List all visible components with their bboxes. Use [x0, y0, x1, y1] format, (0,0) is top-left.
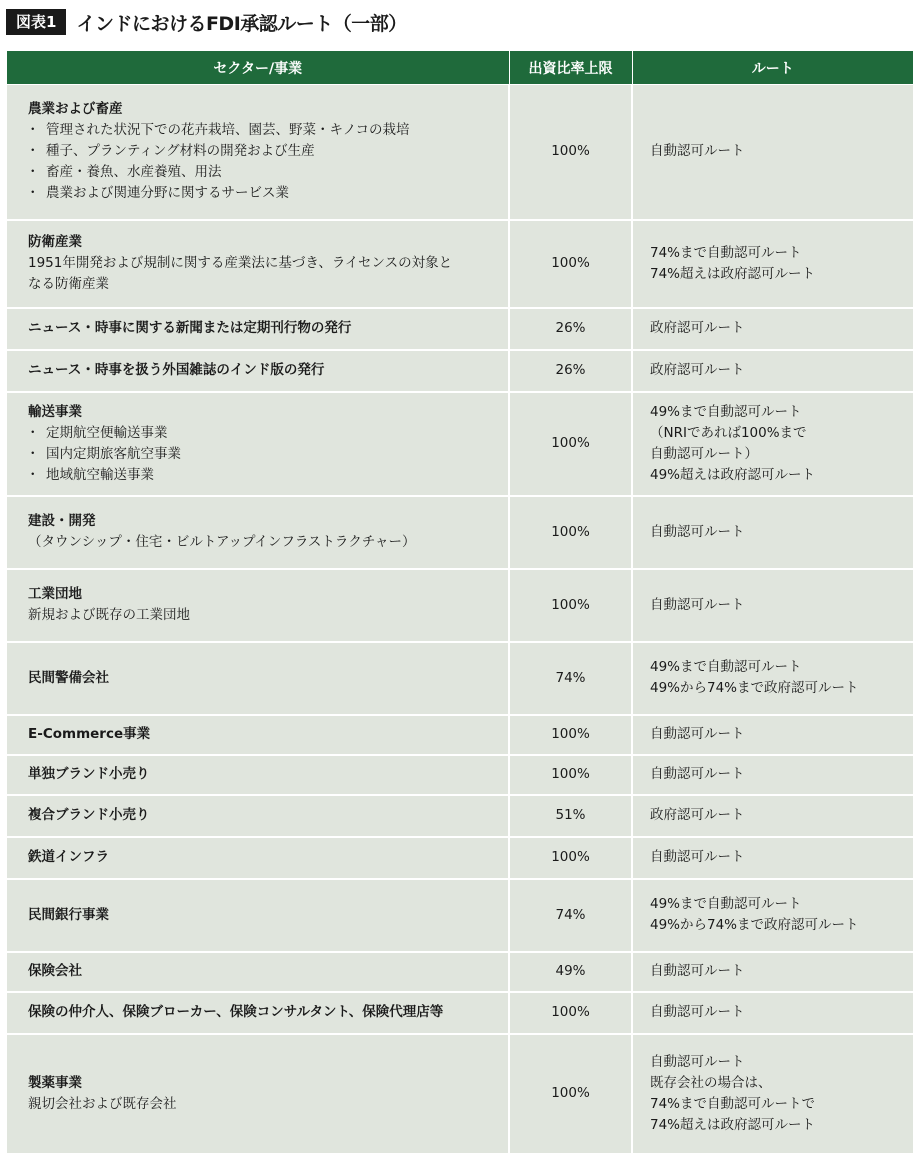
cell-sector — [7, 992, 509, 1034]
route-line: 自動認可ルート — [650, 523, 745, 540]
sector-name: ニュース・時事を扱う外国雑誌のインド版の発行 — [28, 362, 325, 378]
sector-subitem: ・ 農業および関連分野に関するサービス業 — [28, 183, 500, 204]
cell-route — [632, 350, 913, 392]
cell-sector — [7, 795, 509, 837]
cell-route — [632, 755, 913, 795]
route-line: 自動認可ルート — [650, 726, 745, 742]
cell-sector — [7, 755, 509, 795]
cell-route — [632, 1034, 913, 1154]
route-line: 49%まで自動認可ルート — [650, 403, 802, 420]
cell-route — [632, 992, 913, 1034]
cell-sector — [7, 496, 509, 569]
table-row — [7, 350, 913, 392]
route-line: 74%まで自動認可ルートで — [650, 1095, 816, 1112]
cell-route — [632, 496, 913, 569]
cell-route — [632, 879, 913, 952]
route-line: 自動認可ルート — [650, 1053, 745, 1070]
sector-subitem: ・ 定期航空便輸送事業 — [28, 423, 500, 444]
sector-description: なる防衛産業 — [28, 276, 109, 292]
route-line: 既存会社の場合は、 — [650, 1074, 772, 1091]
cell-route — [632, 642, 913, 715]
cell-route — [632, 952, 913, 992]
cell-sector — [7, 220, 509, 308]
cell-ownership-limit: 100% — [509, 837, 632, 879]
cell-route — [632, 392, 913, 496]
cell-ownership-limit: 100% — [509, 496, 632, 569]
route-line: 自動認可ルート — [650, 849, 745, 865]
cell-sector — [7, 952, 509, 992]
cell-ownership-limit: 51% — [509, 795, 632, 837]
route-line: 49%まで自動認可ルート — [650, 659, 802, 675]
cell-ownership-limit: 100% — [509, 220, 632, 308]
route-line: 政府認可ルート — [650, 807, 745, 823]
cell-sector — [7, 350, 509, 392]
route-line: 49%超えは政府認可ルート — [650, 466, 816, 483]
sector-subitem: ・ 種子、プランティング材料の開発および生産 — [28, 141, 500, 162]
cell-route — [632, 715, 913, 755]
sector-name: 建設・開発 — [28, 513, 96, 529]
fdi-route-table — [7, 51, 913, 1155]
sector-name: 製薬事業 — [28, 1074, 82, 1091]
figure-label: 図表1 — [6, 9, 66, 35]
table-row — [7, 1034, 913, 1154]
table-row — [7, 879, 913, 952]
route-line: 政府認可ルート — [650, 362, 745, 378]
sector-name: 保険会社 — [28, 963, 82, 979]
cell-route — [632, 569, 913, 642]
header-route: ルート — [632, 51, 913, 85]
sector-description: 新規および既存の工業団地 — [28, 607, 190, 623]
route-line: 49%まで自動認可ルート — [650, 896, 802, 912]
route-line: 74%超えは政府認可ルート — [650, 1116, 816, 1133]
cell-ownership-limit: 100% — [509, 85, 632, 220]
cell-ownership-limit: 74% — [509, 642, 632, 715]
sector-name: ニュース・時事に関する新聞または定期刊行物の発行 — [28, 320, 352, 336]
header-limit: 出資比率上限 — [509, 51, 632, 85]
cell-ownership-limit: 100% — [509, 992, 632, 1034]
figure-title-bar — [6, 8, 407, 36]
table-row — [7, 85, 913, 220]
header-sector: セクター/事業 — [7, 51, 509, 85]
sector-name: 民間銀行事業 — [28, 906, 109, 923]
table-row — [7, 755, 913, 795]
cell-sector — [7, 85, 509, 220]
table-row — [7, 496, 913, 569]
sector-name: 農業および畜産 — [28, 101, 123, 118]
cell-ownership-limit: 100% — [509, 569, 632, 642]
table-row — [7, 569, 913, 642]
cell-route — [632, 220, 913, 308]
table-row — [7, 308, 913, 350]
cell-ownership-limit: 100% — [509, 1034, 632, 1154]
sector-subitem: ・ 管理された状況下での花卉栽培、園芸、野菜・キノコの栽培 — [28, 120, 500, 141]
route-line: 49%から74%まで政府認可ルート — [650, 917, 859, 933]
route-line: 74%超えは政府認可ルート — [650, 265, 816, 282]
cell-sector — [7, 392, 509, 496]
table-row — [7, 992, 913, 1034]
route-line: 自動認可ルート — [650, 143, 745, 160]
route-line: （NRIであれば100%まで — [650, 424, 807, 441]
cell-sector — [7, 837, 509, 879]
route-line: 自動認可ルート — [650, 963, 745, 979]
cell-route — [632, 85, 913, 220]
cell-ownership-limit: 49% — [509, 952, 632, 992]
sector-name: 防衛産業 — [28, 234, 82, 250]
table-header-row — [7, 51, 913, 85]
table-row — [7, 795, 913, 837]
route-line: 自動認可ルート — [650, 1004, 745, 1020]
sector-name: 単独ブランド小売り — [28, 766, 150, 782]
figure-title: インドにおけるFDI承認ルート（一部） — [76, 12, 407, 35]
sector-description: （タウンシップ・住宅・ビルトアップインフラストラクチャー） — [28, 534, 416, 550]
route-line: 政府認可ルート — [650, 320, 745, 336]
cell-ownership-limit: 74% — [509, 879, 632, 952]
sector-subitem: ・ 畜産・養魚、水産養殖、用法 — [28, 162, 500, 183]
cell-sector — [7, 642, 509, 715]
sector-subitem: ・ 地域航空輸送事業 — [28, 465, 500, 486]
table-row — [7, 715, 913, 755]
cell-ownership-limit: 100% — [509, 392, 632, 496]
sector-description: 親切会社および既存会社 — [28, 1095, 177, 1112]
cell-ownership-limit: 100% — [509, 715, 632, 755]
sector-subitems — [28, 120, 500, 204]
sector-name: 工業団地 — [28, 586, 82, 602]
table-row — [7, 642, 913, 715]
route-line: 自動認可ルート） — [650, 445, 758, 462]
sector-subitem: ・ 国内定期旅客航空事業 — [28, 444, 500, 465]
cell-sector — [7, 1034, 509, 1154]
route-line: 49%から74%まで政府認可ルート — [650, 680, 859, 696]
cell-sector — [7, 308, 509, 350]
sector-name: 民間警備会社 — [28, 669, 109, 686]
sector-subitems — [28, 423, 500, 486]
sector-name: 輸送事業 — [28, 403, 82, 420]
table-row — [7, 392, 913, 496]
table-row — [7, 220, 913, 308]
sector-name: 鉄道インフラ — [28, 849, 109, 865]
table-row — [7, 952, 913, 992]
cell-route — [632, 308, 913, 350]
sector-name: 複合ブランド小売り — [28, 807, 150, 823]
route-line: 自動認可ルート — [650, 766, 745, 782]
cell-route — [632, 795, 913, 837]
sector-name: 保険の仲介人、保険ブローカー、保険コンサルタント、保険代理店等 — [28, 1004, 444, 1020]
cell-sector — [7, 879, 509, 952]
cell-ownership-limit: 26% — [509, 350, 632, 392]
cell-ownership-limit: 100% — [509, 755, 632, 795]
cell-sector — [7, 569, 509, 642]
route-line: 自動認可ルート — [650, 596, 745, 613]
cell-route — [632, 837, 913, 879]
table-row — [7, 837, 913, 879]
sector-name: E-Commerce事業 — [28, 726, 151, 742]
cell-sector — [7, 715, 509, 755]
cell-ownership-limit: 26% — [509, 308, 632, 350]
sector-description: 1951年開発および規制に関する産業法に基づき、ライセンスの対象と — [28, 255, 453, 271]
route-line: 74%まで自動認可ルート — [650, 244, 802, 261]
